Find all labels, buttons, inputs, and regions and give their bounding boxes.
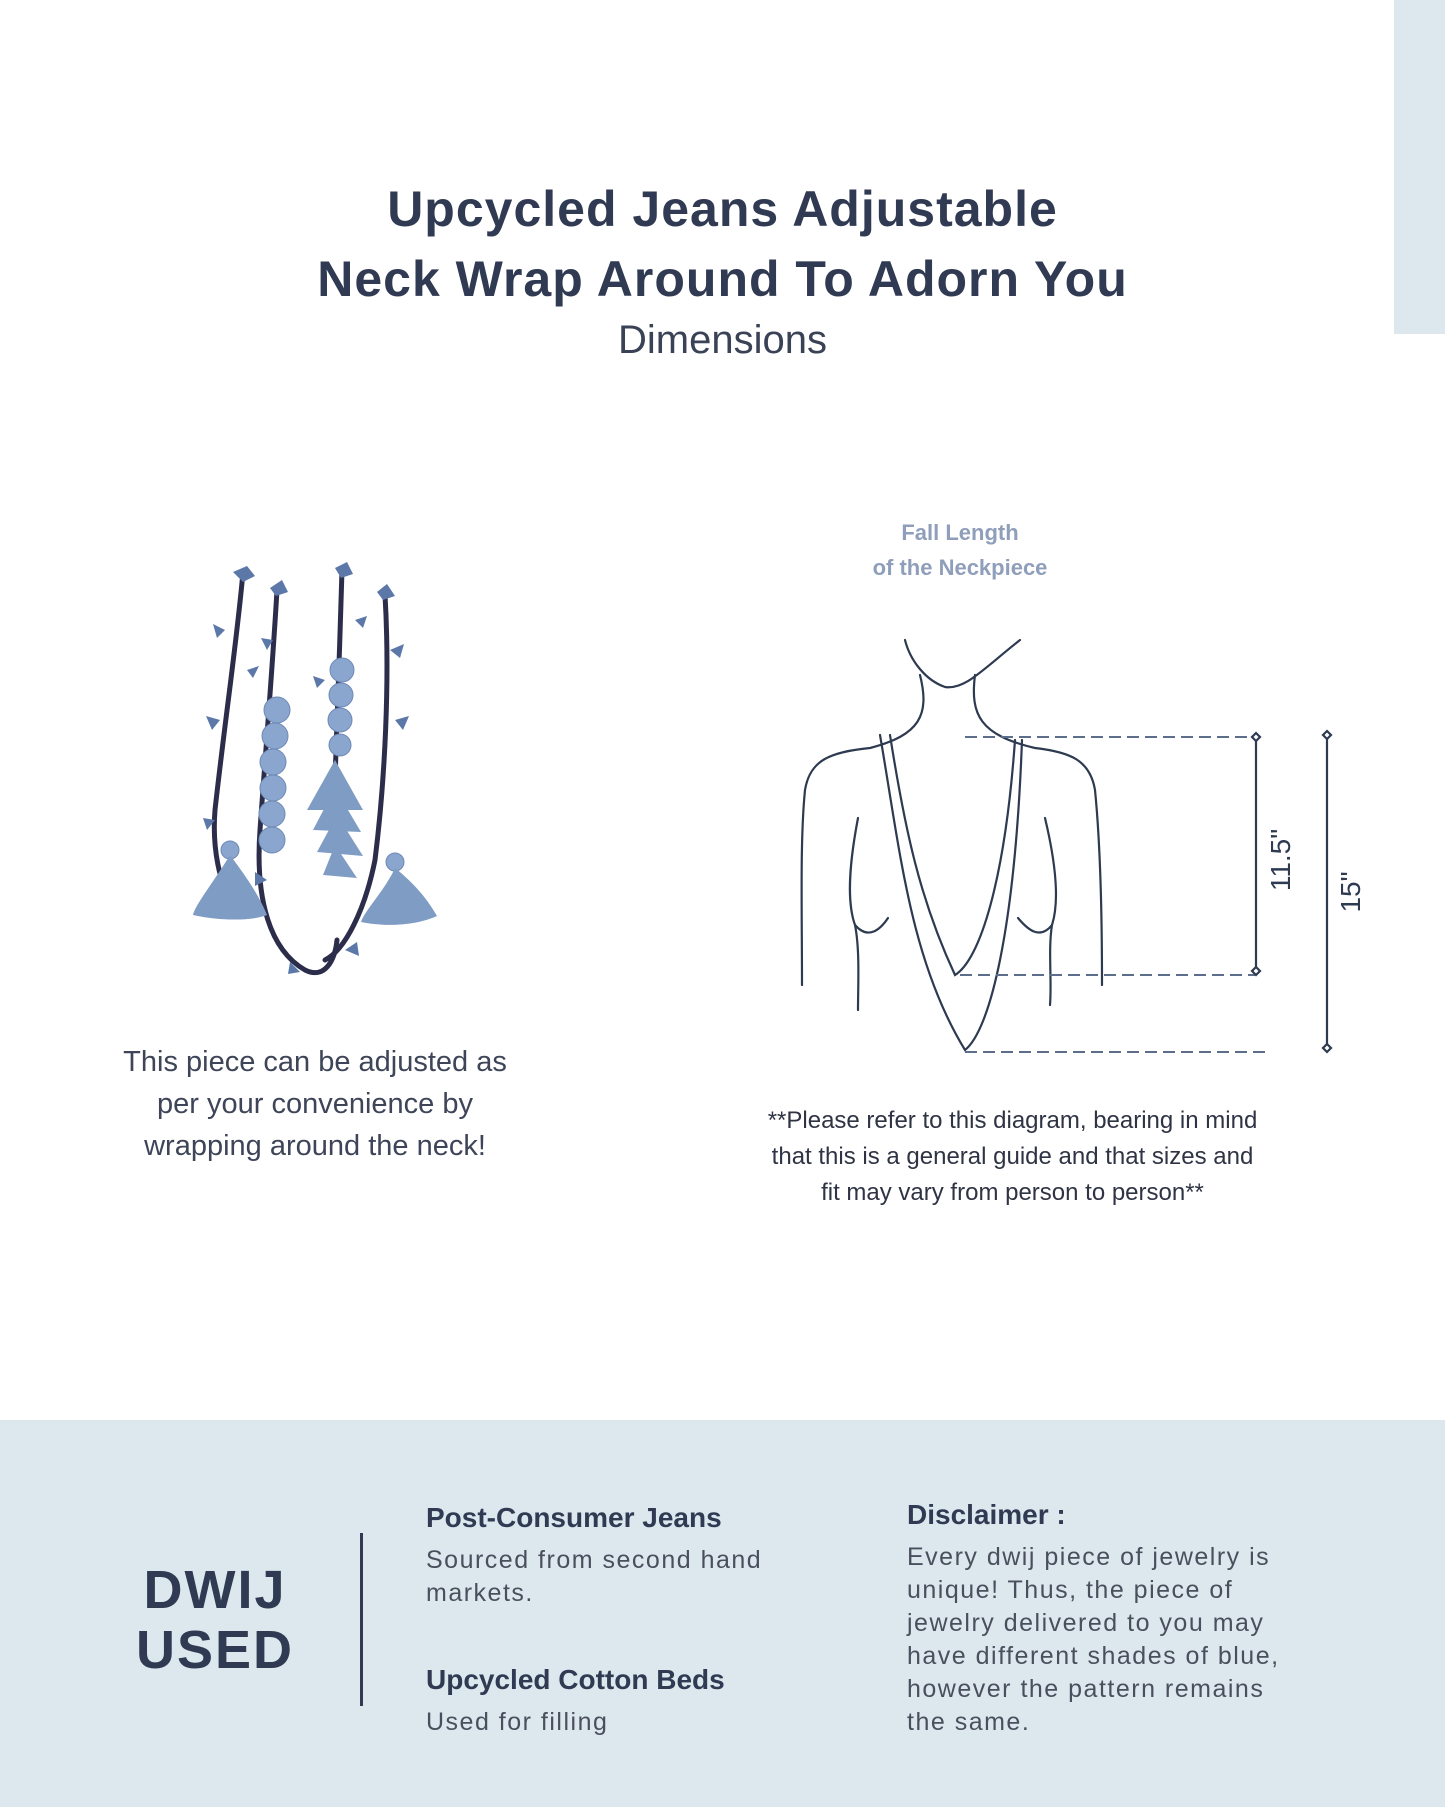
adjustable-description: This piece can be adjusted as per your convenience by wrapping around the neck! <box>123 1046 507 1162</box>
page-subtitle: Dimensions <box>618 318 827 362</box>
short-measure-cap-bottom <box>1252 967 1260 975</box>
necklace-image <box>185 560 445 995</box>
long-measure-cap-bottom <box>1323 1044 1331 1052</box>
brand-line-1: DWIJ <box>143 1560 287 1620</box>
brand-label <box>95 1560 335 1680</box>
fall-length-diagram <box>790 630 1366 1060</box>
disclaimer-heading: Disclaimer : <box>907 1499 1066 1530</box>
material-heading-jeans: Post-Consumer Jeans <box>426 1502 722 1533</box>
fall-length-label-line-2: of the Neckpiece <box>872 555 1048 580</box>
left-shoulder-line <box>802 675 924 985</box>
material-text-cotton: Used for filling <box>426 1708 609 1736</box>
size-guide-note: **Please refer to this diagram, bearing in mind that this is a general guide and that sizes and fit may vary from person to person** <box>767 1107 1258 1206</box>
footer-divider <box>360 1533 363 1706</box>
fall-length-label-line-1: Fall Length <box>901 520 1019 545</box>
page-title <box>0 174 1445 314</box>
fall-length-label <box>820 515 1100 585</box>
disclaimer-text: Every dwij piece of jewelry is unique! Thus, the piece of jewelry delivered to you may have different shades of blue, however the pattern remains the same. <box>907 1543 1280 1736</box>
right-chest-curve <box>1018 918 1052 933</box>
left-chest-curve <box>855 918 888 933</box>
material-text-jeans: Sourced from second hand markets. <box>426 1546 763 1607</box>
short-measure-label: 11.5" <box>1265 828 1296 892</box>
material-heading-cotton: Upcycled Cotton Beds <box>426 1664 725 1695</box>
short-measure-cap-top <box>1252 733 1260 741</box>
long-measure-label: 15" <box>1335 871 1366 913</box>
right-torso-line <box>1045 818 1056 1005</box>
disclaimer-column <box>907 1497 1307 1739</box>
long-measure-cap-top <box>1323 731 1331 739</box>
neckpiece-long <box>880 735 1022 1050</box>
neckpiece-short <box>890 735 1015 975</box>
right-shoulder-line <box>974 675 1102 985</box>
title-line-1: Upcycled Jeans Adjustable <box>387 180 1058 237</box>
brand-line-2: USED <box>135 1620 295 1680</box>
materials-column <box>426 1500 846 1739</box>
left-torso-line <box>850 818 859 1010</box>
title-line-2: Neck Wrap Around To Adorn You <box>317 250 1128 307</box>
footer-panel <box>0 1420 1445 1807</box>
